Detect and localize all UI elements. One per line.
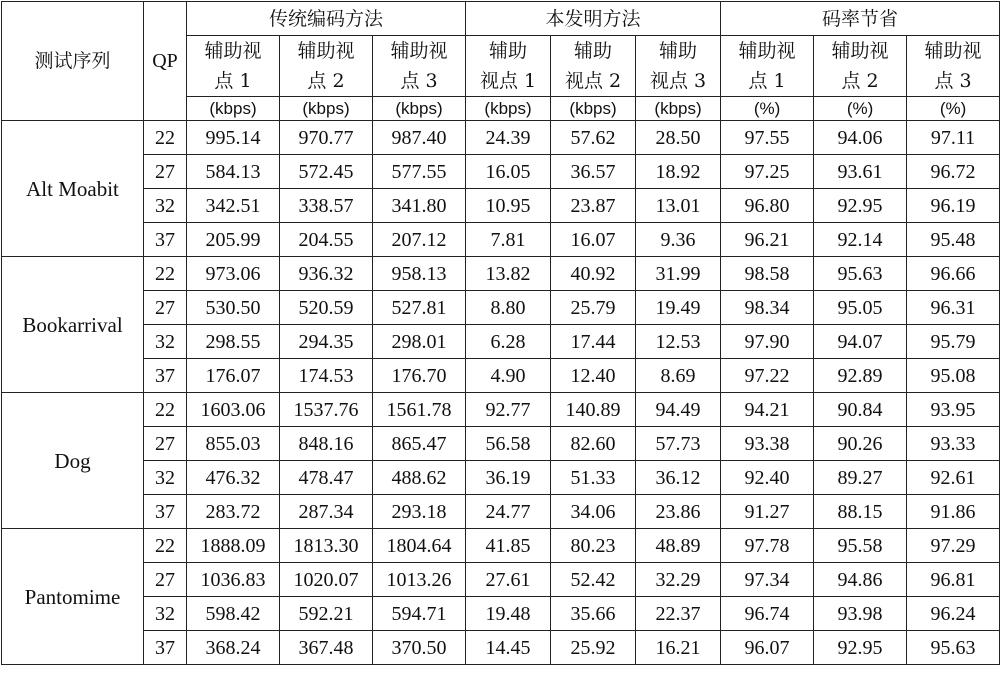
value-cell: 97.29 — [907, 529, 1000, 563]
value-cell: 520.59 — [280, 291, 373, 325]
value-cell: 24.77 — [466, 495, 551, 529]
value-cell: 97.25 — [721, 155, 814, 189]
value-cell: 92.14 — [814, 223, 907, 257]
value-cell: 82.60 — [551, 427, 636, 461]
qp-cell: 37 — [144, 223, 187, 257]
value-cell: 97.78 — [721, 529, 814, 563]
value-cell: 94.86 — [814, 563, 907, 597]
value-cell: 92.77 — [466, 393, 551, 427]
value-cell: 28.50 — [636, 121, 721, 155]
header-unit-8: (%) — [814, 97, 907, 121]
table-row — [2, 121, 1000, 155]
value-cell: 8.69 — [636, 359, 721, 393]
qp-cell: 32 — [144, 325, 187, 359]
value-cell: 530.50 — [187, 291, 280, 325]
table-row — [2, 563, 1000, 597]
table-row — [2, 223, 1000, 257]
table-row — [2, 495, 1000, 529]
value-cell: 36.12 — [636, 461, 721, 495]
value-cell: 93.33 — [907, 427, 1000, 461]
value-cell: 96.80 — [721, 189, 814, 223]
header-view-1: 辅助视 点 1 — [187, 36, 280, 97]
value-cell: 93.61 — [814, 155, 907, 189]
qp-cell: 22 — [144, 393, 187, 427]
qp-cell: 32 — [144, 189, 187, 223]
value-cell: 22.37 — [636, 597, 721, 631]
table-row — [2, 631, 1000, 665]
value-cell: 958.13 — [373, 257, 466, 291]
value-cell: 96.72 — [907, 155, 1000, 189]
value-cell: 57.62 — [551, 121, 636, 155]
header-view-6: 辅助 视点 3 — [636, 36, 721, 97]
value-cell: 94.06 — [814, 121, 907, 155]
value-cell: 96.07 — [721, 631, 814, 665]
value-cell: 92.89 — [814, 359, 907, 393]
value-cell: 970.77 — [280, 121, 373, 155]
value-cell: 478.47 — [280, 461, 373, 495]
value-cell: 6.28 — [466, 325, 551, 359]
value-cell: 342.51 — [187, 189, 280, 223]
header-view-7: 辅助视 点 1 — [721, 36, 814, 97]
value-cell: 370.50 — [373, 631, 466, 665]
table-row — [2, 597, 1000, 631]
value-cell: 96.66 — [907, 257, 1000, 291]
value-cell: 23.86 — [636, 495, 721, 529]
value-cell: 98.34 — [721, 291, 814, 325]
header-view-9: 辅助视 点 3 — [907, 36, 1000, 97]
header-unit-6: (kbps) — [636, 97, 721, 121]
value-cell: 16.07 — [551, 223, 636, 257]
value-cell: 25.92 — [551, 631, 636, 665]
header-group-bitrate-saving: 码率节省 — [721, 2, 1000, 36]
value-cell: 598.42 — [187, 597, 280, 631]
header-unit-1: (kbps) — [187, 97, 280, 121]
value-cell: 865.47 — [373, 427, 466, 461]
value-cell: 204.55 — [280, 223, 373, 257]
header-view-2: 辅助视 点 2 — [280, 36, 373, 97]
header-unit-5: (kbps) — [551, 97, 636, 121]
value-cell: 31.99 — [636, 257, 721, 291]
value-cell: 19.49 — [636, 291, 721, 325]
value-cell: 40.92 — [551, 257, 636, 291]
header-unit-2: (kbps) — [280, 97, 373, 121]
header-unit-7: (%) — [721, 97, 814, 121]
value-cell: 95.05 — [814, 291, 907, 325]
table-row — [2, 393, 1000, 427]
value-cell: 95.58 — [814, 529, 907, 563]
table-row — [2, 155, 1000, 189]
value-cell: 25.79 — [551, 291, 636, 325]
value-cell: 987.40 — [373, 121, 466, 155]
value-cell: 95.79 — [907, 325, 1000, 359]
value-cell: 294.35 — [280, 325, 373, 359]
value-cell: 97.55 — [721, 121, 814, 155]
qp-cell: 27 — [144, 427, 187, 461]
value-cell: 1603.06 — [187, 393, 280, 427]
table-row — [2, 291, 1000, 325]
value-cell: 94.21 — [721, 393, 814, 427]
value-cell: 367.48 — [280, 631, 373, 665]
table-row — [2, 359, 1000, 393]
value-cell: 7.81 — [466, 223, 551, 257]
value-cell: 97.11 — [907, 121, 1000, 155]
value-cell: 97.22 — [721, 359, 814, 393]
value-cell: 14.45 — [466, 631, 551, 665]
value-cell: 95.08 — [907, 359, 1000, 393]
header-group-invention: 本发明方法 — [466, 2, 721, 36]
value-cell: 338.57 — [280, 189, 373, 223]
value-cell: 1013.26 — [373, 563, 466, 597]
header-unit-3: (kbps) — [373, 97, 466, 121]
value-cell: 527.81 — [373, 291, 466, 325]
value-cell: 92.61 — [907, 461, 1000, 495]
value-cell: 24.39 — [466, 121, 551, 155]
header-group-traditional: 传统编码方法 — [187, 2, 466, 36]
value-cell: 97.90 — [721, 325, 814, 359]
value-cell: 4.90 — [466, 359, 551, 393]
value-cell: 973.06 — [187, 257, 280, 291]
value-cell: 13.01 — [636, 189, 721, 223]
value-cell: 287.34 — [280, 495, 373, 529]
value-cell: 488.62 — [373, 461, 466, 495]
value-cell: 584.13 — [187, 155, 280, 189]
qp-cell: 22 — [144, 529, 187, 563]
value-cell: 1561.78 — [373, 393, 466, 427]
value-cell: 594.71 — [373, 597, 466, 631]
header-view-5: 辅助 视点 2 — [551, 36, 636, 97]
qp-cell: 22 — [144, 121, 187, 155]
value-cell: 56.58 — [466, 427, 551, 461]
qp-cell: 32 — [144, 597, 187, 631]
value-cell: 96.81 — [907, 563, 1000, 597]
value-cell: 23.87 — [551, 189, 636, 223]
value-cell: 80.23 — [551, 529, 636, 563]
qp-cell: 37 — [144, 631, 187, 665]
value-cell: 283.72 — [187, 495, 280, 529]
sequence-name: Pantomime — [2, 529, 144, 665]
value-cell: 9.36 — [636, 223, 721, 257]
value-cell: 95.63 — [907, 631, 1000, 665]
value-cell: 41.85 — [466, 529, 551, 563]
header-test-sequence: 测试序列 — [2, 2, 144, 121]
value-cell: 19.48 — [466, 597, 551, 631]
value-cell: 36.19 — [466, 461, 551, 495]
value-cell: 97.34 — [721, 563, 814, 597]
qp-cell: 32 — [144, 461, 187, 495]
value-cell: 936.32 — [280, 257, 373, 291]
value-cell: 572.45 — [280, 155, 373, 189]
value-cell: 92.95 — [814, 189, 907, 223]
table-row — [2, 325, 1000, 359]
value-cell: 88.15 — [814, 495, 907, 529]
value-cell: 94.49 — [636, 393, 721, 427]
qp-cell: 27 — [144, 563, 187, 597]
value-cell: 96.74 — [721, 597, 814, 631]
bitrate-comparison-table — [1, 1, 1000, 665]
value-cell: 96.24 — [907, 597, 1000, 631]
value-cell: 16.21 — [636, 631, 721, 665]
value-cell: 13.82 — [466, 257, 551, 291]
value-cell: 34.06 — [551, 495, 636, 529]
header-unit-9: (%) — [907, 97, 1000, 121]
value-cell: 36.57 — [551, 155, 636, 189]
value-cell: 57.73 — [636, 427, 721, 461]
value-cell: 176.07 — [187, 359, 280, 393]
value-cell: 298.55 — [187, 325, 280, 359]
value-cell: 298.01 — [373, 325, 466, 359]
value-cell: 8.80 — [466, 291, 551, 325]
value-cell: 848.16 — [280, 427, 373, 461]
value-cell: 995.14 — [187, 121, 280, 155]
value-cell: 96.31 — [907, 291, 1000, 325]
value-cell: 32.29 — [636, 563, 721, 597]
sequence-name: Bookarrival — [2, 257, 144, 393]
table-row — [2, 529, 1000, 563]
sequence-name: Dog — [2, 393, 144, 529]
value-cell: 93.98 — [814, 597, 907, 631]
value-cell: 368.24 — [187, 631, 280, 665]
value-cell: 91.86 — [907, 495, 1000, 529]
header-row-groups — [2, 2, 1000, 36]
value-cell: 35.66 — [551, 597, 636, 631]
value-cell: 207.12 — [373, 223, 466, 257]
value-cell: 96.21 — [721, 223, 814, 257]
value-cell: 1813.30 — [280, 529, 373, 563]
header-view-8: 辅助视 点 2 — [814, 36, 907, 97]
qp-cell: 37 — [144, 495, 187, 529]
value-cell: 18.92 — [636, 155, 721, 189]
value-cell: 95.48 — [907, 223, 1000, 257]
value-cell: 16.05 — [466, 155, 551, 189]
value-cell: 93.95 — [907, 393, 1000, 427]
value-cell: 176.70 — [373, 359, 466, 393]
value-cell: 95.63 — [814, 257, 907, 291]
value-cell: 12.53 — [636, 325, 721, 359]
value-cell: 1036.83 — [187, 563, 280, 597]
value-cell: 140.89 — [551, 393, 636, 427]
value-cell: 1804.64 — [373, 529, 466, 563]
value-cell: 51.33 — [551, 461, 636, 495]
value-cell: 92.95 — [814, 631, 907, 665]
value-cell: 1888.09 — [187, 529, 280, 563]
value-cell: 89.27 — [814, 461, 907, 495]
value-cell: 94.07 — [814, 325, 907, 359]
value-cell: 476.32 — [187, 461, 280, 495]
header-view-3: 辅助视 点 3 — [373, 36, 466, 97]
header-unit-4: (kbps) — [466, 97, 551, 121]
header-qp: QP — [144, 2, 187, 121]
value-cell: 92.40 — [721, 461, 814, 495]
value-cell: 293.18 — [373, 495, 466, 529]
value-cell: 48.89 — [636, 529, 721, 563]
value-cell: 96.19 — [907, 189, 1000, 223]
value-cell: 592.21 — [280, 597, 373, 631]
value-cell: 98.58 — [721, 257, 814, 291]
value-cell: 1537.76 — [280, 393, 373, 427]
table-row — [2, 427, 1000, 461]
value-cell: 1020.07 — [280, 563, 373, 597]
sequence-name: Alt Moabit — [2, 121, 144, 257]
value-cell: 577.55 — [373, 155, 466, 189]
value-cell: 27.61 — [466, 563, 551, 597]
value-cell: 90.26 — [814, 427, 907, 461]
qp-cell: 22 — [144, 257, 187, 291]
table-row — [2, 189, 1000, 223]
value-cell: 341.80 — [373, 189, 466, 223]
value-cell: 174.53 — [280, 359, 373, 393]
value-cell: 17.44 — [551, 325, 636, 359]
value-cell: 855.03 — [187, 427, 280, 461]
value-cell: 93.38 — [721, 427, 814, 461]
value-cell: 91.27 — [721, 495, 814, 529]
qp-cell: 37 — [144, 359, 187, 393]
value-cell: 12.40 — [551, 359, 636, 393]
qp-cell: 27 — [144, 291, 187, 325]
header-view-4: 辅助 视点 1 — [466, 36, 551, 97]
value-cell: 10.95 — [466, 189, 551, 223]
value-cell: 205.99 — [187, 223, 280, 257]
table-row — [2, 461, 1000, 495]
table-row — [2, 257, 1000, 291]
value-cell: 90.84 — [814, 393, 907, 427]
qp-cell: 27 — [144, 155, 187, 189]
value-cell: 52.42 — [551, 563, 636, 597]
